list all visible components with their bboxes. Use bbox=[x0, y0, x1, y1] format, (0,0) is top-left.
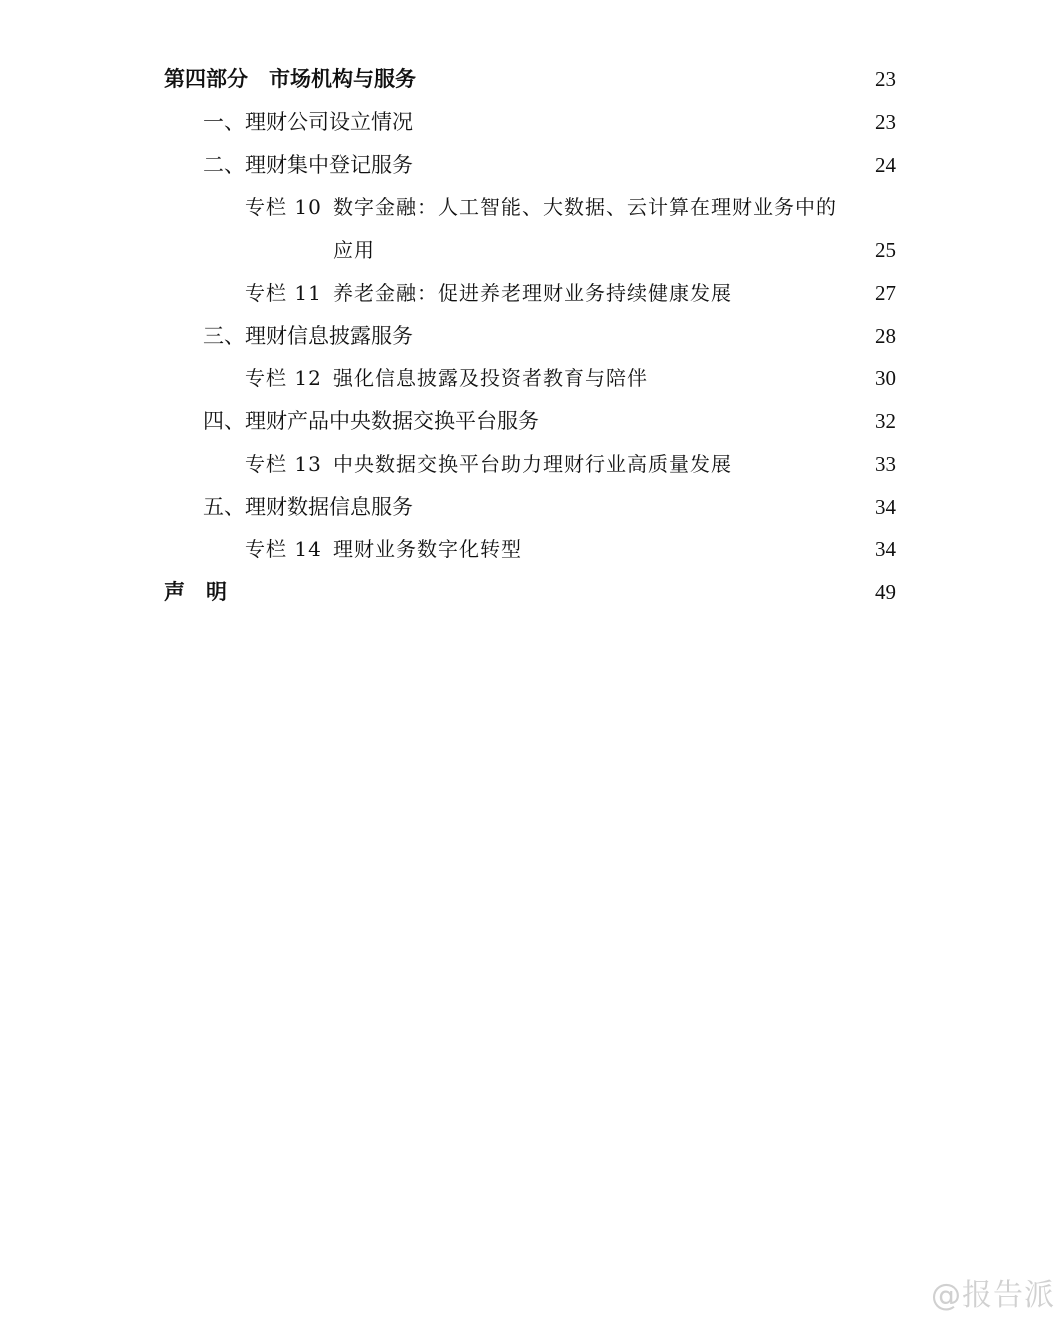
toc-entry-part4[interactable] bbox=[164, 62, 896, 96]
toc-entry-column-13[interactable] bbox=[245, 447, 896, 481]
column-label: 专栏 14 bbox=[245, 537, 322, 561]
column-label: 专栏 10 bbox=[245, 195, 322, 219]
column-label: 专栏 12 bbox=[245, 366, 322, 390]
toc-entry-label-group bbox=[245, 276, 732, 310]
toc-entry-page: 34 bbox=[875, 537, 896, 561]
toc-entry-column-10[interactable] bbox=[245, 190, 896, 224]
toc-entry-sec3[interactable] bbox=[203, 319, 896, 353]
column-label: 专栏 13 bbox=[245, 452, 322, 476]
toc-entry-label-group bbox=[245, 233, 375, 267]
toc-entry-title: 声 明 bbox=[164, 580, 227, 604]
toc-entry-page: 30 bbox=[875, 366, 896, 390]
toc-entry-statement[interactable] bbox=[164, 575, 896, 609]
toc-entry-sec2[interactable] bbox=[203, 148, 896, 182]
toc-entry-title-cont: 应用 bbox=[333, 238, 375, 262]
toc-entry-column-12[interactable] bbox=[245, 361, 896, 395]
toc-entry-label-group bbox=[245, 447, 732, 481]
toc-entry-page: 25 bbox=[875, 238, 896, 262]
toc-entry-page: 32 bbox=[875, 409, 896, 433]
toc-entry-sec4[interactable] bbox=[203, 404, 896, 438]
toc-entry-title: 中央数据交换平台助力理财行业高质量发展 bbox=[333, 452, 732, 476]
column-label: 专栏 11 bbox=[245, 281, 322, 305]
toc-entry-page: 27 bbox=[875, 281, 896, 305]
toc-entry-sec5[interactable] bbox=[203, 490, 896, 524]
toc-entry-label-group bbox=[245, 190, 837, 224]
toc-entry-page: 24 bbox=[875, 153, 896, 177]
toc-entry-title: 一、理财公司设立情况 bbox=[203, 110, 413, 134]
toc-entry-page: 49 bbox=[875, 580, 896, 604]
toc-entry-title: 四、理财产品中央数据交换平台服务 bbox=[203, 409, 539, 433]
watermark: @报告派 bbox=[931, 1278, 1055, 1313]
toc-entry-title: 理财业务数字化转型 bbox=[333, 537, 522, 561]
toc-entry-sec1[interactable] bbox=[203, 105, 896, 139]
toc-entry-column-10-cont[interactable] bbox=[245, 233, 896, 267]
toc-entry-column-11[interactable] bbox=[245, 276, 896, 310]
toc-entry-label-group bbox=[245, 361, 648, 395]
toc-entry-page: 33 bbox=[875, 452, 896, 476]
toc-entry-title: 养老金融：促进养老理财业务持续健康发展 bbox=[333, 281, 732, 305]
toc-entry-column-14[interactable] bbox=[245, 532, 896, 566]
toc-entry-page: 28 bbox=[875, 324, 896, 348]
toc-entry-title: 数字金融：人工智能、大数据、云计算在理财业务中的 bbox=[333, 195, 837, 219]
toc-entry-title: 五、理财数据信息服务 bbox=[203, 495, 413, 519]
toc-entry-title: 二、理财集中登记服务 bbox=[203, 153, 413, 177]
toc-entry-page: 34 bbox=[875, 495, 896, 519]
toc-entry-title: 第四部分 市场机构与服务 bbox=[164, 67, 416, 91]
toc-entry-title: 强化信息披露及投资者教育与陪伴 bbox=[333, 366, 648, 390]
toc-entry-page: 23 bbox=[875, 110, 896, 134]
toc-entry-label-group bbox=[245, 532, 522, 566]
toc-entry-title: 三、理财信息披露服务 bbox=[203, 324, 413, 348]
toc-entry-page: 23 bbox=[875, 67, 896, 91]
